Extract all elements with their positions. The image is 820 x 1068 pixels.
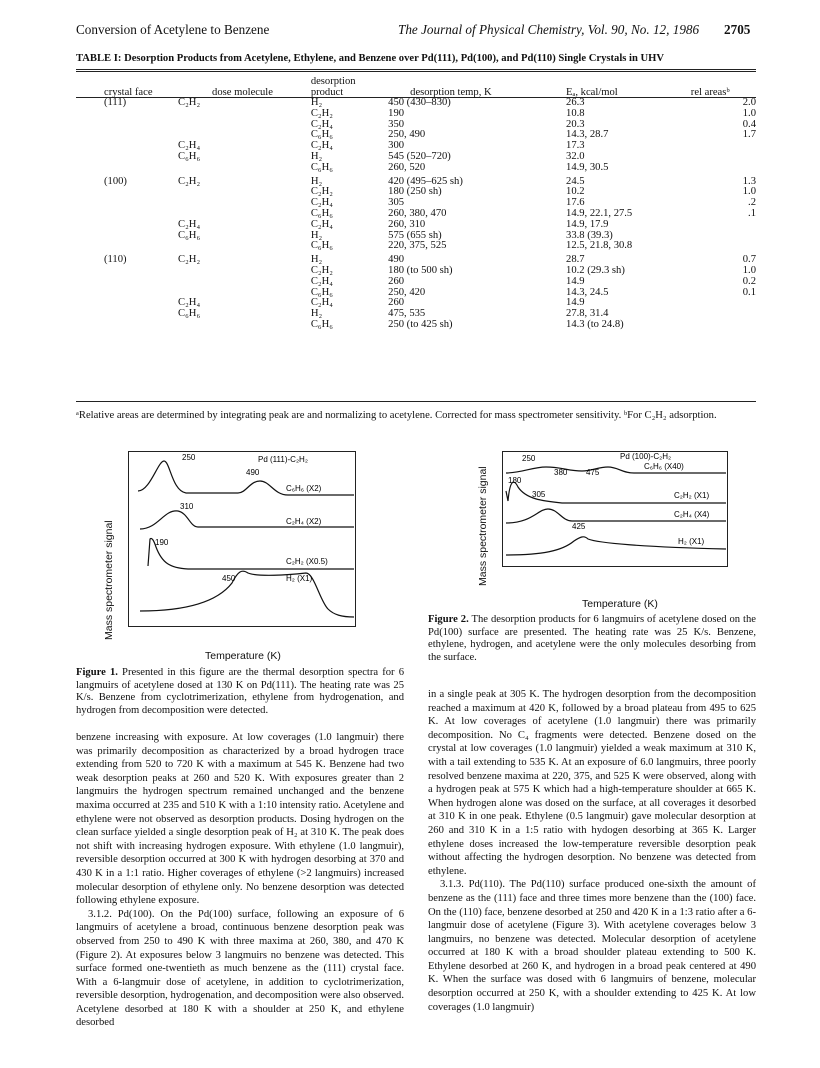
cell-activation-energy: 17.3 [566,140,585,152]
figure-2-caption [428,614,756,664]
figure-1-caption [76,667,404,717]
cell-rel-area: 1.7 [742,129,756,141]
table-row [76,187,756,198]
table-title: TABLE I: Desorption Products from Acetylene, Ethylene, and Benzene over Pd(111), Pd(100), and Pd(110) Single Crystals in UHV [76,53,665,64]
cell-desorption-temp: 260, 310 [388,218,426,230]
cell-rel-area: 1.0 [742,107,756,119]
cell-desorption-product: C₂H₄ [310,118,333,130]
cell-dose-molecule [178,187,311,198]
fig2-series-ethylene: C₂H₄ (X4) [674,510,710,519]
right-para-1: in a single peak at 305 K. The hydrogen desorption from the decomposition reached a maximum at 420 K, followed by a broad plateau from 495 to 625 K. At low coverages of acetylene (1.0 langmuir) there was primarily decomposition. No C₄ fragments were detected. Benzene dosed on the crystal at low coverages (1.0 langmuir) yielded a weak maximum at 310 K, with a tail extending to 535 K. At an exposure of 6.0 langmuirs, three poorly resolved benzene maxima at 220, 375, and 525 K were observed, along with a hydrogen peak at 575 K which had a high-temperature shoulder at 665 K. When hydrogen alone was dosed on the surface, at all coverages it desorbed at 310 K in one peak. Ethylene (0.5 langmuir) gave molecular desorption at 260 and 310 K in a 1:5 ratio with hydogen desorbing at 365 K. Larger ethylene doses increased the low-temperature reversible desorption peak without affecting the hydrogen desorption. No benzene was detected from ethylene. [428,689,756,877]
cell-dose-molecule: C₂H₂ [178,254,201,266]
right-para-2: 3.1.3. Pd(110). The Pd(110) surface produced one-sixth the amount of benzene as the (111) face and three times more benzene than the (100) face. On the (110) face, benzene desorbed at 250 and 420 K in a 1:3 ratio after a 6-langmuir dose of acetylene (Figure 3). With acetylene coverages below 3 langmuirs, no benzene was detected. Molecular desorption of acetylene occurred at 180 K with a broad shoulder plateau extending to 500 K. Ethylene desorbed at 260 K, and hydrogen in a broad peak centered at 490 K. When the surface was dosed with 6 langmuirs of benzene, molecular desorption occurred at 250 K, with a shoulder extending to 425 K. At low coverages (1.0 langmuir) [428,879,756,1013]
figure-1-frame [128,451,356,627]
col-activation-energy: Eₐ, kcal/mol [566,87,618,98]
cell-desorption-temp: 490 [388,254,405,266]
cell-crystal-face [76,266,178,277]
fig1-title: Pd (111)-C₂H₂ [258,455,308,464]
cell-activation-energy: 20.3 [566,118,585,130]
cell-rel-area [691,231,756,242]
cell-desorption-product: C₂H₄ [310,197,333,209]
col-desorption-temp: desorption temp, K [410,87,492,98]
col-crystal-face: crystal face [104,87,153,98]
table-top-rule [76,69,756,70]
table-row [76,174,756,188]
cell-rel-area: 0.7 [742,254,756,266]
cell-desorption-product: C₂H₄ [310,275,333,287]
cell-crystal-face [76,320,178,331]
table-top-rule-2 [76,71,756,72]
cell-crystal-face [76,198,178,209]
cell-activation-energy: 14.9, 17.9 [566,218,609,230]
cell-crystal-face [76,309,178,320]
cell-dose-molecule [178,120,311,131]
cell-activation-energy: 10.8 [566,107,585,119]
cell-dose-molecule [178,109,311,120]
cell-rel-area [691,152,756,163]
cell-activation-energy: 33.8 (39.3) [566,229,613,241]
fig2-series-acetylene: C₂H₂ (X1) [674,491,710,500]
fig2-title: Pd (100)-C₂H₂ [620,452,672,461]
fig2-peak-380: 380 [554,468,568,477]
cell-crystal-face [76,109,178,120]
cell-crystal-face [76,163,178,174]
cell-crystal-face [76,187,178,198]
cell-desorption-product: H₂ [310,229,323,241]
cell-desorption-temp: 545 (520–720) [388,150,451,162]
cell-dose-molecule: C₂H₂ [178,97,201,108]
fig1-xlabel: Temperature (K) [205,650,281,662]
col-rel-areas: rel areasᵇ [690,87,730,98]
cell-desorption-temp: 250, 420 [388,286,426,298]
fig2-caption-text: The desorption products for 6 langmuirs of acetylene dosed on the Pd(100) surface are presented. The heating rate was 25 K/s. Benzene, ethylene, hydrogen, and acetylene were the only molecules desorbing from the surface. [428,614,756,663]
cell-rel-area: 1.0 [742,186,756,198]
cell-desorption-product: C₂H₂ [310,107,333,119]
fig1-peak-450: 450 [222,574,236,583]
table-row [76,109,756,120]
cell-desorption-temp: 260 [388,297,405,309]
cell-activation-energy: 17.6 [566,197,585,209]
cell-dose-molecule: C₆H₆ [178,308,201,320]
table-header-row [76,76,756,98]
fig2-xlabel: Temperature (K) [582,598,658,610]
cell-desorption-product: H₂ [310,308,323,320]
cell-activation-energy: 14.9, 30.5 [566,161,609,173]
cell-desorption-product: C₂H₂ [310,186,333,198]
cell-dose-molecule: C₂H₄ [178,218,201,230]
fig2-series-benzene: C₆H₆ (X40) [644,462,684,471]
cell-desorption-temp: 420 (495–625 sh) [388,175,463,187]
cell-rel-area: 0.2 [742,275,756,287]
col-desorption-product: desorption product [310,76,356,98]
fig2-peak-180: 180 [508,476,522,485]
cell-desorption-temp: 190 [388,107,405,119]
figure-2-plot [502,451,728,567]
cell-rel-area: 2.0 [742,97,756,108]
cell-dose-molecule [178,198,311,209]
cell-dose-molecule: C₂H₂ [178,175,201,187]
cell-desorption-product: C₂H₄ [310,218,333,230]
cell-crystal-face: (111) [104,97,127,108]
cell-desorption-product: C₆H₆ [310,161,333,173]
fig1-series-ethylene: C₂H₄ (X2) [286,517,322,526]
cell-desorption-temp: 305 [388,197,405,209]
table-row [76,241,756,252]
fig1-series-acetylene: C₂H₂ (X0.5) [286,557,328,566]
cell-desorption-temp: 300 [388,140,405,152]
cell-desorption-product: C₆H₆ [310,129,333,141]
cell-activation-energy: 14.9 [566,297,585,309]
cell-rel-area [691,220,756,231]
cell-activation-energy: 14.3, 28.7 [566,129,609,141]
fig1-peak-310: 310 [180,502,194,511]
cell-activation-energy: 26.3 [566,97,585,108]
cell-activation-energy: 14.9 [566,275,585,287]
cell-dose-molecule [178,277,311,288]
cell-crystal-face [76,241,178,252]
right-column [428,688,756,1014]
cell-rel-area: 0.4 [742,118,756,130]
cell-crystal-face [76,152,178,163]
cell-activation-energy: 32.0 [566,150,585,162]
fig1-peak-250: 250 [182,453,196,462]
left-column [76,731,404,1030]
cell-desorption-product: C₆H₆ [310,286,333,298]
cell-dose-molecule: C₆H₆ [178,150,201,162]
cell-rel-area: 1.3 [742,175,756,187]
cell-desorption-product: C₂H₄ [310,140,333,152]
cell-desorption-temp: 180 (to 500 sh) [388,264,453,276]
cell-dose-molecule: C₂H₄ [178,297,201,309]
table-row [76,277,756,288]
cell-rel-area [691,241,756,252]
table-row [76,98,756,109]
cell-crystal-face: (100) [104,175,127,187]
cell-dose-molecule: C₂H₄ [178,140,201,152]
cell-desorption-product: C₆H₆ [310,207,333,219]
cell-desorption-product: C₆H₆ [310,240,333,252]
cell-rel-area: .2 [748,197,756,209]
cell-desorption-product: H₂ [310,97,323,108]
left-para-2: 3.1.2. Pd(100). On the Pd(100) surface, following an exposure of 6 langmuirs of acetylene a broad, continuous benzene desorption peak was observed from 250 to 490 K with three maxima at 260, 380, and 470 K (Figure 2). At exposures below 3 langmuirs no benzene was detected. This surface formed one-twentieth as much benzene as the (111) crystal face. With a 6-langmuir dose of acetylene, in addition to cyclotrimerization, reversible desorption, hydrogenation, and decomposition were also observed. Acetylene desorbed at 180 K with a shoulder at 250 K, and ethylene desorbed [76,908,404,1029]
cell-activation-energy: 14.3 (to 24.8) [566,318,624,330]
cell-rel-area [691,163,756,174]
fig2-peak-475: 475 [586,468,600,477]
fig2-caption-label: Figure 2. [428,614,469,625]
fig2-series-hydrogen: H₂ (X1) [678,537,705,546]
fig2-ylabel: Mass spectrometer signal [477,466,489,586]
cell-desorption-product: C₂H₂ [310,264,333,276]
fig1-series-hydrogen: H₂ (X1) [286,574,313,583]
cell-activation-energy: 10.2 (29.3 sh) [566,264,625,276]
running-header-journal: The Journal of Physical Chemistry, Vol. 90, No. 12, 1986 [398,22,700,37]
cell-crystal-face [76,141,178,152]
cell-dose-molecule [178,320,311,331]
cell-dose-molecule [178,163,311,174]
cell-activation-energy: 27.8, 31.4 [566,308,609,320]
table-row [76,320,756,331]
table-bottom-rule [76,401,756,402]
cell-rel-area: 0.1 [742,286,756,298]
cell-desorption-temp: 250, 490 [388,129,426,141]
cell-desorption-product: H₂ [310,175,323,187]
cell-rel-area [691,320,756,331]
cell-crystal-face: (110) [104,254,127,266]
cell-desorption-product: H₂ [310,150,323,162]
cell-crystal-face [76,231,178,242]
page-number: 2705 [724,22,751,37]
fig1-peak-490: 490 [246,468,260,477]
cell-desorption-product: C₆H₆ [310,318,333,330]
cell-activation-energy: 24.5 [566,175,585,187]
cell-rel-area: .1 [748,207,756,219]
table-row [76,252,756,266]
cell-rel-area [691,141,756,152]
cell-activation-energy: 12.5, 21.8, 30.8 [566,240,633,252]
table-footnote: ᵃRelative areas are determined by integrating peak are and normalizing to acetylene. Corrected for mass spectrometer sensitivity. ᵇFor C₂H₂ adsorption. [76,410,717,421]
fig1-series-benzene: C₆H₆ (X2) [286,484,322,493]
cell-desorption-product: C₂H₄ [310,297,333,309]
cell-crystal-face [76,277,178,288]
fig2-peak-305: 305 [532,490,546,499]
cell-crystal-face [76,130,178,141]
cell-desorption-temp: 250 (to 425 sh) [388,318,453,330]
cell-rel-area [691,298,756,309]
cell-dose-molecule: C₆H₆ [178,229,201,241]
table-row [76,220,756,231]
cell-activation-energy: 14.9, 22.1, 27.5 [566,207,633,219]
cell-dose-molecule [178,266,311,277]
figure-2-frame [502,451,728,567]
cell-rel-area [691,309,756,320]
cell-desorption-temp: 180 (250 sh) [388,186,442,198]
running-header-left: Conversion of Acetylene to Benzene [76,22,270,37]
fig2-peak-250: 250 [522,454,536,463]
col-dose-molecule: dose molecule [212,87,273,98]
cell-desorption-temp: 350 [388,118,405,130]
cell-crystal-face [76,209,178,220]
cell-desorption-temp: 260, 520 [388,161,426,173]
cell-desorption-temp: 260 [388,275,405,287]
cell-activation-energy: 14.3, 24.5 [566,286,609,298]
cell-desorption-temp: 450 (430–830) [388,97,451,108]
cell-activation-energy: 10.2 [566,186,585,198]
left-para-1: benzene increasing with exposure. At low coverages (1.0 langmuir) there was primarily decomposition as characterized by a broad hydrogen trace extending from 520 to 720 K with a maximum at 545 K. Benzene had two weak desorption peaks at 260 and 520 K. With exposures greater than 2 langmuirs the hydrogen spectrum remained unchanged and the benzene maxima occurred at 235 and 510 K with a 1:10 intensity ratio. Acetylene and ethylene were not observed as desorption products. Dosing hydrogen on the clean surface yielded a single desorption peak of H₂ at 310 K. The peak does not shift with increasing hydrogen exposure. With ethylene (1.0 langmuir), reversible desorption occurred at 300 K with hydrogen desorbing at 370 and 430 K in a 1:1 ratio. Higher coverages of ethylene (>2 langmuirs) increased molecular desorption of ethylene only. No benzene desorption was detected following ethylene exposure. [76,732,404,907]
fig1-ylabel: Mass spectrometer signal [103,520,115,640]
cell-desorption-temp: 575 (655 sh) [388,229,442,241]
cell-desorption-temp: 475, 535 [388,308,426,320]
cell-crystal-face [76,220,178,231]
fig1-caption-text: Presented in this figure are the thermal desorption spectra for 6 langmuirs of acetylene dosed at 130 K on Pd(111). The heating rate was 25 K/s. Benzene from cyclotrimerization, ethylene from hydrogenation, and hydrogen from decomposition were detected. [76,667,404,716]
desorption-table [76,76,756,331]
fig1-caption-label: Figure 1. [76,667,118,678]
cell-crystal-face [76,298,178,309]
cell-rel-area: 1.0 [742,264,756,276]
cell-desorption-temp: 260, 380, 470 [388,207,447,219]
table-row [76,266,756,277]
fig2-peak-425: 425 [572,522,586,531]
cell-dose-molecule [178,241,311,252]
cell-crystal-face [76,120,178,131]
cell-crystal-face [76,288,178,299]
figure-1-plot [128,451,356,627]
cell-desorption-product: H₂ [310,254,323,266]
fig1-peak-190: 190 [155,538,169,547]
cell-activation-energy: 28.7 [566,254,585,266]
cell-desorption-temp: 220, 375, 525 [388,240,447,252]
table-row [76,163,756,174]
